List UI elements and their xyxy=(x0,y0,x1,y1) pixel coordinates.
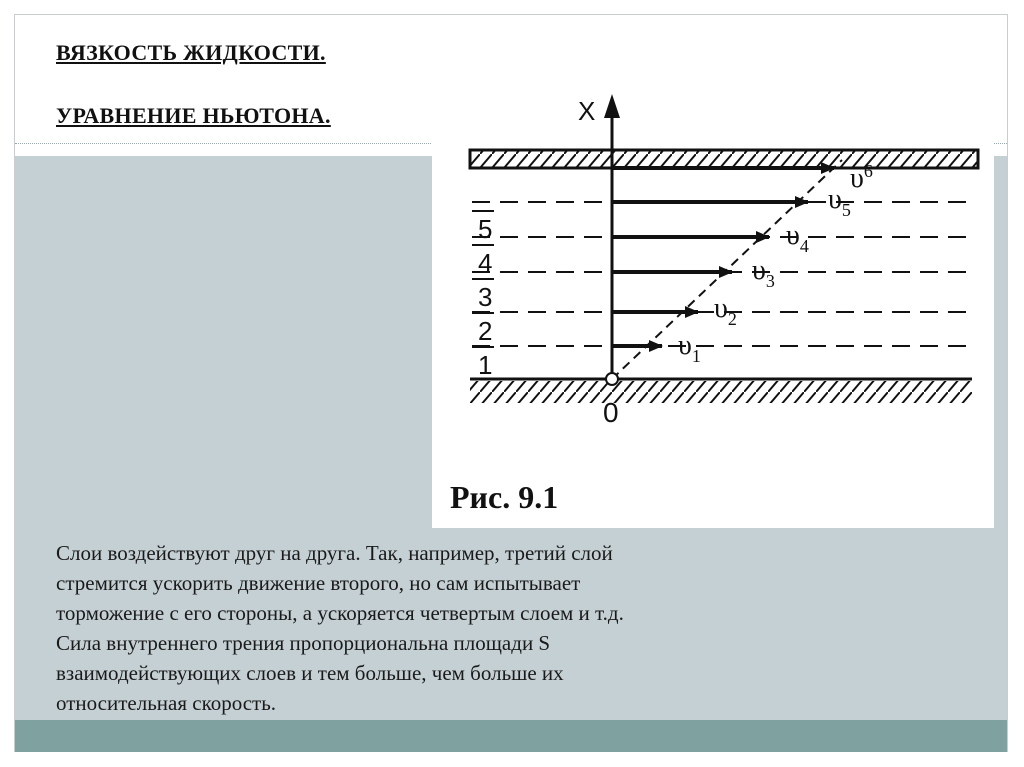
velocity-label-3: $\upsilon_3$ xyxy=(752,255,775,291)
velocity-label-5: $\upsilon_5$ xyxy=(828,184,851,220)
layer-numbers xyxy=(478,214,492,380)
slide-title-line-1: ВЯЗКОСТЬ ЖИДКОСТИ. xyxy=(56,40,326,65)
origin-label: 0 xyxy=(603,397,619,428)
bottom-wall-hatch xyxy=(470,381,972,403)
layer-number-1: 1 xyxy=(478,350,493,380)
bottom-bar xyxy=(15,720,1007,752)
velocity-label-1: $\upsilon_1$ xyxy=(678,330,701,366)
x-axis-label: X xyxy=(578,96,596,126)
body-line: Слои воздействуют друг на друга. Так, например, третий слой xyxy=(56,541,613,565)
origin-point xyxy=(606,373,618,385)
body-line: Сила внутреннего трения пропорциональна площади S xyxy=(56,631,551,655)
body-line: стремится ускорить движение второго, но сам испытывает xyxy=(56,571,581,595)
velocity-label-2: $\upsilon_2$ xyxy=(714,293,737,329)
top-plate xyxy=(470,150,978,168)
body-line: относительная скорость. xyxy=(56,691,277,715)
layer-number-5: 5 xyxy=(478,214,493,244)
layer-velocity-diagram xyxy=(432,84,994,528)
slide-title-line-2: УРАВНЕНИЕ НЬЮТОНА. xyxy=(56,103,331,128)
layer-number-2: 2 xyxy=(478,316,493,346)
figure-9-1 xyxy=(432,84,994,528)
velocity-label-4: $\upsilon_4$ xyxy=(786,220,809,256)
layer-number-4: 4 xyxy=(478,248,493,278)
figure-caption: Рис. 9.1 xyxy=(450,479,559,515)
body-text xyxy=(56,538,856,718)
body-line: торможение с его стороны, а ускоряется четвертым слоем и т.д. xyxy=(56,601,624,625)
velocity-label-6: $\upsilon^6$ xyxy=(850,161,873,194)
layer-number-3: 3 xyxy=(478,282,493,312)
body-line: взаимодействующих слоев и тем больше, чем больше их xyxy=(56,661,564,685)
